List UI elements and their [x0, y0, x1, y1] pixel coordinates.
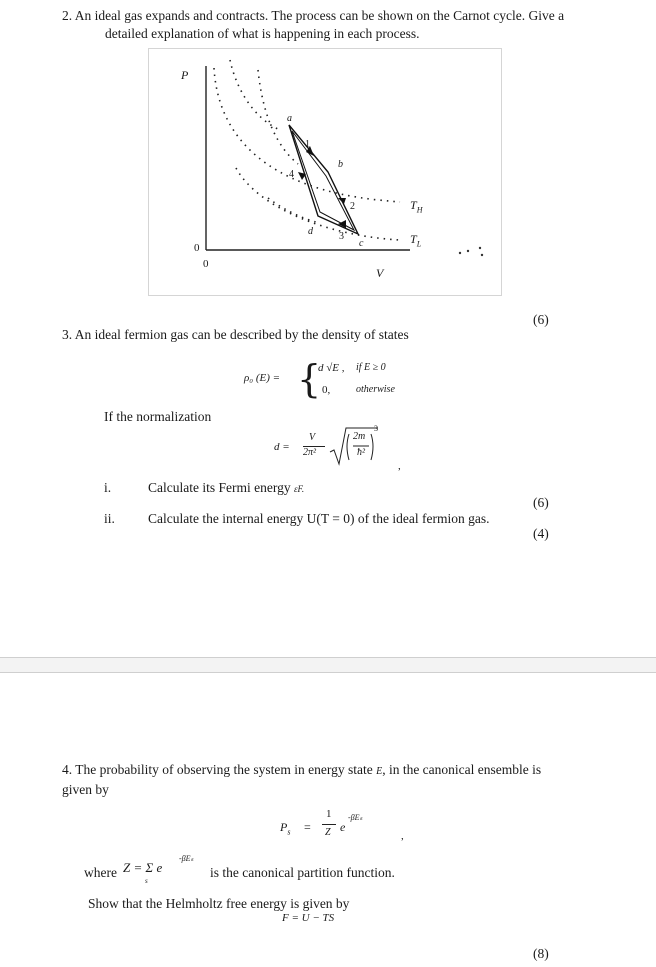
step-3-label: 3 [339, 231, 344, 242]
q3-norm-text: If the normalization [104, 409, 212, 424]
z-sum-sub: s [145, 877, 148, 885]
norm-inner-num: 2m [353, 431, 366, 442]
part-i-text: Calculate its Fermi energy εF. [148, 480, 305, 495]
step-1-label: 1 [305, 139, 310, 150]
cycle-inner-outline [292, 131, 354, 230]
dos-case2: 0, [322, 384, 331, 396]
origin-label-left: 0 [194, 242, 200, 254]
norm-exp: 3 [374, 424, 378, 433]
page-separator [0, 657, 656, 673]
carnot-cycle-diagram [148, 48, 500, 294]
point-c-label: c [359, 238, 364, 249]
z-exp: -βEₛ [179, 854, 194, 863]
middle-dotted-curve [258, 70, 298, 164]
trail-dot [459, 252, 461, 254]
p-axis-label: P [181, 68, 189, 82]
step-4-label: 4 [289, 169, 294, 180]
q2-line2: detailed explanation of what is happening in each process. [105, 26, 420, 41]
origin-label-bottom: 0 [203, 258, 209, 270]
z-description: is the canonical partition function. [210, 865, 395, 880]
z-definition: Z = Σ e [123, 860, 163, 875]
q4-line2: given by [62, 782, 109, 797]
dos-lhs: ρ₀ (E) = [244, 372, 281, 384]
trail-dot [479, 247, 481, 249]
point-a-label: a [287, 113, 292, 124]
q2-marks: (6) [533, 312, 549, 327]
trail-dot [481, 254, 483, 256]
norm-num: V [309, 432, 316, 443]
dos-cond1: if E ≥ 0 [356, 362, 386, 373]
ps-den: Z [325, 827, 331, 838]
part-ii-text: Calculate the internal energy U(T = 0) of the ideal fermion gas. [148, 511, 490, 526]
tl-label: $T_L$ [410, 232, 422, 249]
ps-lhs: $P_s$ [280, 820, 291, 837]
point-d-label: d [308, 226, 313, 237]
part-i-marks: (6) [533, 495, 549, 510]
norm-lhs: d = [274, 441, 290, 453]
trail-dot [467, 250, 469, 252]
outer-dotted-curve [230, 60, 280, 130]
norm-comma: , [398, 460, 401, 472]
th-label: $T_H$ [410, 198, 423, 215]
dos-brace: { [297, 357, 322, 401]
q4-where: where [84, 865, 117, 880]
q3-intro: 3. An ideal fermion gas can be described by the density of states [62, 327, 409, 342]
ps-fraction-bar [322, 824, 336, 825]
v-axis-label: V [376, 266, 384, 280]
q2-line1: 2. An ideal gas expands and contracts. The process can be shown on the Carnot cycle. Give a [62, 8, 565, 23]
ps-num: 1 [326, 808, 332, 820]
point-b-label: b [338, 159, 343, 170]
f-equation: F = U − TS [282, 912, 335, 924]
ps-exp: -βEₛ [348, 813, 363, 822]
q4-marks: (8) [533, 946, 549, 961]
part-ii-number: ii. [104, 511, 115, 526]
inner-dotted-curve [268, 198, 316, 222]
part-i-number: i. [104, 480, 112, 495]
isotherm-tl-curve [236, 168, 400, 240]
dos-cond2: otherwise [356, 384, 395, 395]
ps-comma: , [401, 830, 404, 842]
step-2-label: 2 [350, 201, 355, 212]
ps-equals: = [304, 820, 311, 834]
q4-show: Show that the Helmholtz free energy is given by [88, 896, 350, 911]
norm-den: 2π² [303, 447, 317, 458]
part-ii-marks: (4) [533, 526, 549, 541]
ps-exp-base: e [340, 820, 346, 834]
norm-inner-den: ħ² [357, 447, 365, 458]
dos-case1: d √E , [318, 362, 345, 374]
q4-line1: 4. The probability of observing the system in energy state E, in the canonical ensemble is [62, 762, 542, 777]
